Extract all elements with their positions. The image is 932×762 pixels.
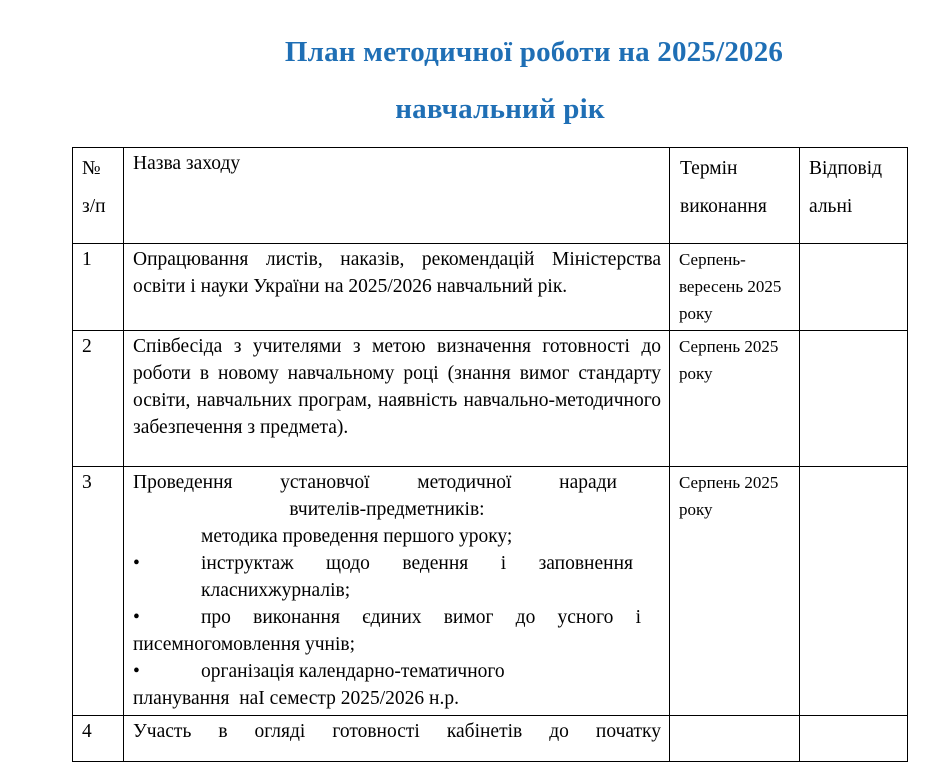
row-name-intro-line1: Проведення установчої методичної наради xyxy=(133,472,617,493)
row-responsible xyxy=(800,244,908,331)
list-item-continuation: планування наІ семестр 2025/2026 н.р. xyxy=(133,688,459,709)
row-number: 4 xyxy=(73,716,124,762)
row-number: 1 xyxy=(73,244,124,331)
list-item: методика проведення першого уроку; xyxy=(201,526,513,547)
table-row xyxy=(73,244,908,331)
page-title: План методичної роботи на 2025/2026 xyxy=(284,36,784,68)
list-item-continuation: класнихжурналів; xyxy=(201,580,351,601)
header-responsible xyxy=(800,148,908,244)
list-item-continuation: писемногомовлення учнів; xyxy=(133,634,356,655)
header-term-line1: Термін xyxy=(680,158,738,179)
table-row xyxy=(73,467,908,716)
header-responsible-line1: Відповід xyxy=(809,158,883,179)
header-name-label: Назва заходу xyxy=(133,153,241,174)
row-name-text: Участь в огляді готовності кабінетів до початку xyxy=(133,721,661,742)
row-name xyxy=(124,467,670,716)
row-term: Серпень-вересень 2025 року xyxy=(670,244,800,331)
row-number: 3 xyxy=(73,467,124,716)
row-term: Серпень 2025 року xyxy=(670,331,800,467)
list-item xyxy=(133,550,661,577)
header-name xyxy=(124,148,670,244)
row-number: 2 xyxy=(73,331,124,467)
header-responsible-line2: альні xyxy=(809,196,853,217)
row-term: Серпень 2025 року xyxy=(670,467,800,716)
header-term xyxy=(670,148,800,244)
row-name: Опрацювання листів, наказів, рекомендацій Міністерства освіти і науки України на 2025/2026 навчальний рік. xyxy=(124,244,670,331)
list-item xyxy=(133,658,661,685)
row-responsible xyxy=(800,331,908,467)
header-number-line1: № xyxy=(82,158,101,179)
list-item-text: інструктаж щодо ведення і заповнення xyxy=(201,553,633,574)
row-name xyxy=(124,716,670,762)
list-item-text: організація календарно-тематичного xyxy=(201,661,505,682)
list-item-text: про виконання єдиних вимог до усного і xyxy=(201,607,641,628)
table-row xyxy=(73,716,908,762)
bullet-icon: • xyxy=(133,661,140,682)
header-number-line2: з/п xyxy=(82,196,106,217)
header-number xyxy=(73,148,124,244)
bullet-icon: • xyxy=(133,553,140,574)
plan-table xyxy=(72,147,908,762)
row-responsible xyxy=(800,467,908,716)
row-name-intro-line2: вчителів-предметників: xyxy=(289,499,485,520)
bullet-icon: • xyxy=(133,607,140,628)
header-term-line2: виконання xyxy=(680,196,767,217)
row-term xyxy=(670,716,800,762)
table-row xyxy=(73,331,908,467)
page-subtitle: навчальний рік xyxy=(395,93,605,125)
list-item xyxy=(133,604,661,631)
row-responsible xyxy=(800,716,908,762)
row-name: Співбесіда з учителями з метою визначення готовності до роботи в новому навчальному році (знання вимог стандарту освіти, навчальних програм, наявність навчально-методичного забезпечення з предмета). xyxy=(124,331,670,467)
table-header-row xyxy=(73,148,908,244)
